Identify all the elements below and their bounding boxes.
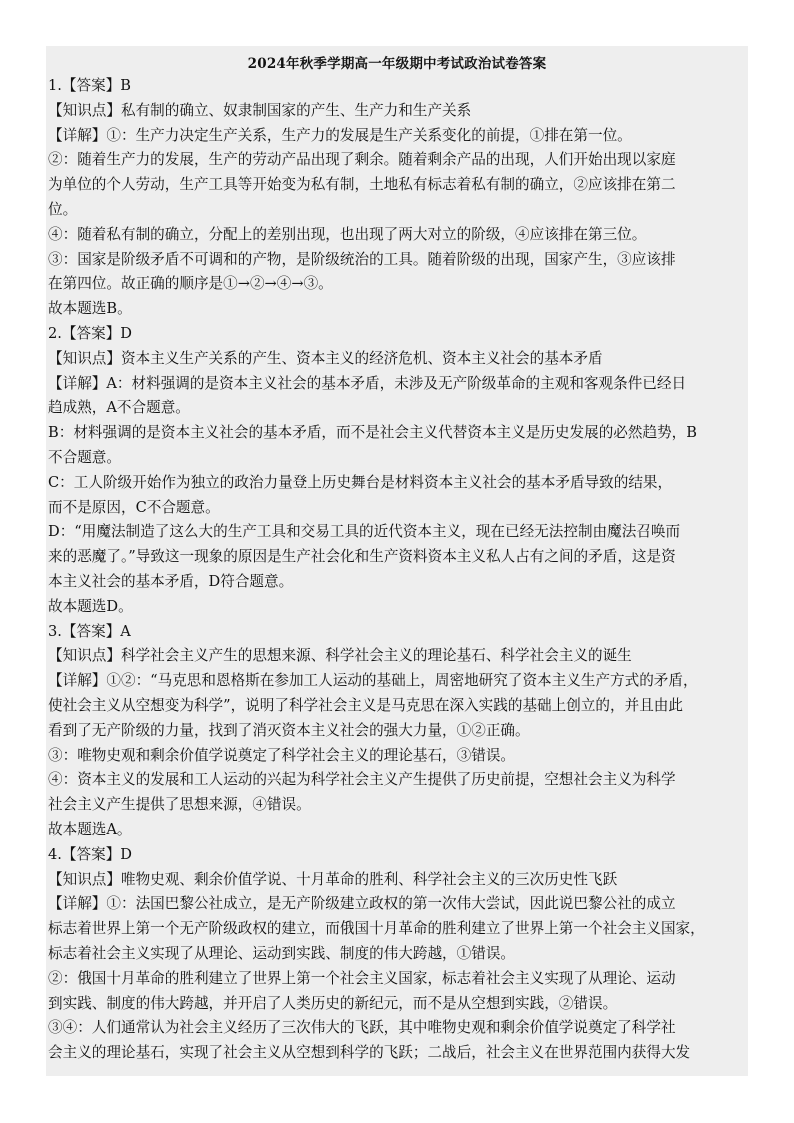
text-line: ③：国家是阶级矛盾不可调和的产物，是阶级统治的工具。随着阶级的出现，国家产生，③应该排 [48,250,676,268]
text-line: C：工人阶级开始作为独立的政治力量登上历史舞台是材料资本主义社会的基本矛盾导致的结果， [48,473,673,491]
text-line: 标志着世界上第一个无产阶级政权的建立，而俄国十月革命的胜利建立了世界上第一个社会主义国家， [48,920,705,938]
text-line: 2.【答案】D [48,325,132,342]
text-line: 1.【答案】B [48,77,132,94]
text-line: 在第四位。故正确的顺序是①→②→④→③。 [48,275,333,293]
text-line: ④：随着私有制的确立，分配上的差别出现，也出现了两大对立的阶级，④应该排在第三位。 [48,225,647,243]
text-line: 不合题意。 [48,449,121,466]
text-line: 社会主义产生提供了思想来源，④错误。 [48,796,311,814]
text-line: 【知识点】私有制的确立、奴隶制国家的产生、生产力和生产关系 [48,101,472,119]
document-page [46,46,748,1076]
text-line: 【知识点】资本主义生产关系的产生、资本主义的经济危机、资本主义社会的基本矛盾 [48,349,603,367]
text-line: 来的恶魔了。”导致这一现象的原因是生产社会化和生产资料资本主义私人占有之间的矛盾，这是资 [48,548,676,566]
text-line: 本主义社会的基本矛盾，D符合题意。 [48,573,294,590]
text-line: 【详解】①：生产力决定生产关系，生产力的发展是生产关系变化的前提，①排在第一位。 [48,126,632,144]
text-line: ④：资本主义的发展和工人运动的兴起为科学社会主义产生提供了历史前提，空想社会主义为科学 [48,771,676,789]
text-line: ②：俄国十月革命的胜利建立了世界上第一个社会主义国家，标志着社会主义实现了从理论、运动 [48,969,676,987]
text-line: 位。 [48,201,78,218]
text-line: 标志着社会主义实现了从理论、运动到实践、制度的伟大跨越，①错误。 [48,945,516,962]
text-line: 故本题选B。 [48,300,132,318]
text-line: 【详解】A：材料强调的是资本主义社会的基本矛盾，未涉及无产阶级革命的主观和客观条件已经日 [48,374,687,392]
text-line: B：材料强调的是资本主义社会的基本矛盾，而不是社会主义代替资本主义是历史发展的必然趋势，B [48,424,697,442]
text-line: 【知识点】唯物史观、剩余价值学说、十月革命的胜利、科学社会主义的三次历史性飞跃 [48,870,618,888]
document-title: 2024年秋季学期高一年级期中考试政治试卷答案 [247,56,547,72]
text-line: 为单位的个人劳动，生产工具等开始变为私有制，土地私有标志着私有制的确立，②应该排在第二 [48,176,676,194]
text-line: 【详解】①②：“马克思和恩格斯在参加工人运动的基础上，周密地研究了资本主义生产方式的矛盾， [48,672,698,690]
text-line: 趋成熟，A不合题意。 [48,399,190,417]
text-line: 故本题选D。 [48,597,133,615]
text-line: 到实践、制度的伟大跨越，并开启了人类历史的新纪元，而不是从空想到实践，②错误。 [48,994,618,1012]
text-line: 而不是原因，C不合题意。 [48,498,220,516]
text-line: ②：随着生产力的发展，生产的劳动产品出现了剩余。随着剩余产品的出现，人们开始出现以家庭 [48,151,676,169]
text-line: 故本题选A。 [48,821,132,838]
text-line: 使社会主义从空想变为科学”，说明了科学社会主义是马克思在深入实践的基础上创立的，并且由此 [48,697,683,714]
text-line: 会主义的理论基石，实现了社会主义从空想到科学的飞跃；二战后，社会主义在世界范围内获得大发 [48,1044,691,1062]
text-line: 【详解】①：法国巴黎公社成立，是无产阶级建立政权的第一次伟大尝试，因此说巴黎公社的成立 [48,895,676,913]
text-line: 3.【答案】A [48,622,131,640]
text-line: 4.【答案】D [48,845,132,863]
text-line: 看到了无产阶级的力量，找到了消灭资本主义社会的强大力量，①②正确。 [48,721,530,739]
text-line: 【知识点】科学社会主义产生的思想来源、科学社会主义的理论基石、科学社会主义的诞生 [48,647,632,665]
text-line: ③④：人们通常认为社会主义经历了三次伟大的飞跃，其中唯物史观和剩余价值学说奠定了科学社 [48,1019,676,1037]
text-line: D：“用魔法制造了这么大的生产工具和交易工具的近代资本主义，现在已经无法控制由魔法召唤而 [48,523,681,541]
text-line: ③：唯物史观和剩余价值学说奠定了科学社会主义的理论基石，③错误。 [48,746,516,764]
